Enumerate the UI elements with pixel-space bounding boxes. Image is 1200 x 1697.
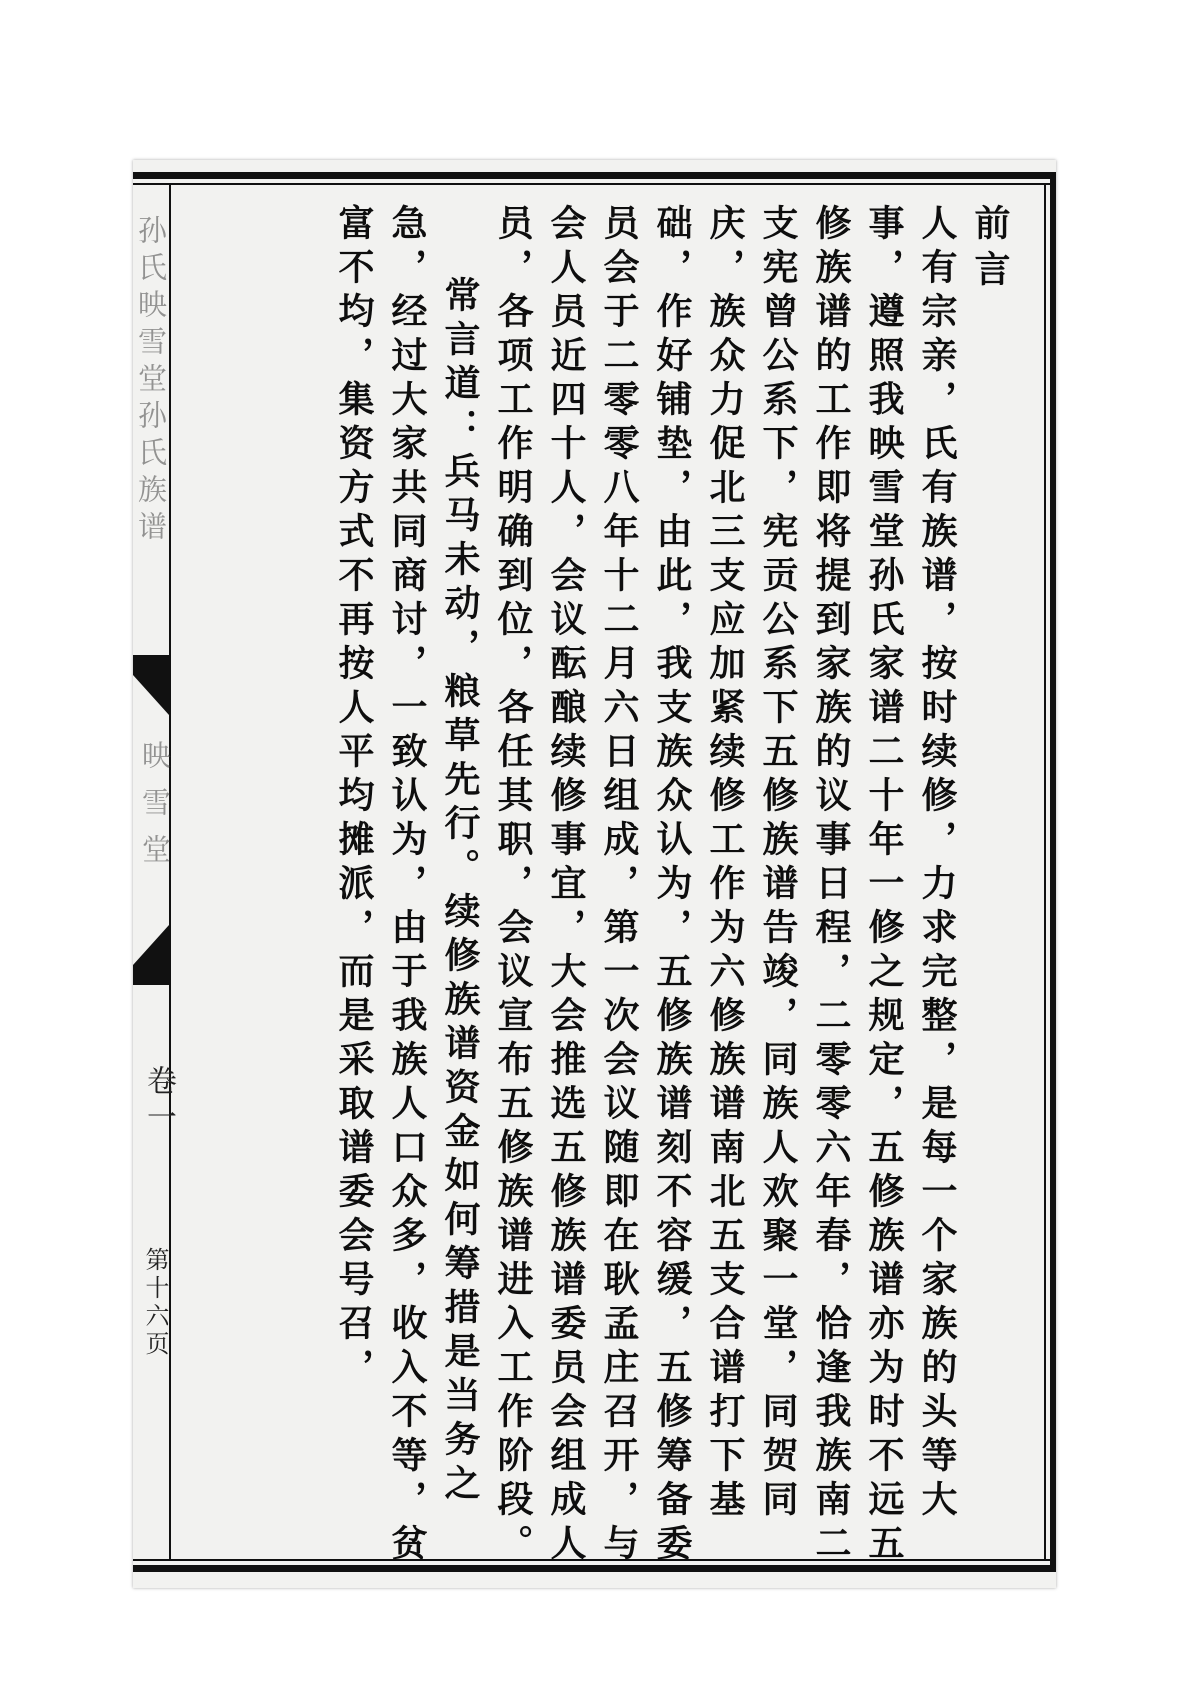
preface-heading: 前言	[969, 204, 1011, 296]
volume-label: 卷一	[141, 1065, 176, 1137]
fishtail-lower-icon	[133, 925, 169, 985]
page-spine	[133, 185, 176, 1559]
spine-hall-name: 映雪堂	[138, 740, 172, 881]
scanned-page	[133, 160, 1056, 1588]
frame-right-border	[1050, 172, 1056, 1572]
paragraph-2: 常言道：兵马未动，粮草先行。续修族谱资金如何筹措是当务之急，经过大家共同商讨，一致认为，由于我族人口众多，收入不等，贫富不均，集资方式不再按人平均摊派，而是采取谱委会号召，	[333, 204, 481, 1568]
preface-body	[225, 204, 1020, 1584]
frame-top-border	[133, 172, 1056, 179]
paragraph-1: 人有宗亲，氏有族谱，按时续修，力求完整，是每一个家族的头等大事，遵照我映雪堂孙氏家谱二十年一修之规定，五修族谱亦为时不远五修族谱的工作即将提到家族的议事日程，二零零六年春，恰逢我族南二支宪曾公系下，宪贡公系下五修族谱告竣，同族人欢聚一堂，同贺同庆，族众力促北三支应加紧续修工作为六修族谱南北五支合谱打下基础，作好铺垫，由此，我支族众认为，五修族谱刻不容缓，五修筹备委员会于二零零八年十二月六日组成，第一次会议随即在耿孟庄召开，与会人员近四十人，会议酝酿续修事宜，大会推选五修族谱委员会组成人员，各项工作明确到位，各任其职，会议宣布五修族谱进入工作阶段。	[492, 204, 958, 1568]
frame-right-inner-border	[1044, 183, 1046, 1561]
spine-book-title: 孙氏映雪堂孙氏族谱	[134, 215, 168, 548]
page-number: 第十六页	[141, 1247, 169, 1359]
frame-top-inner-border	[133, 183, 1056, 185]
fishtail-upper-icon	[133, 655, 169, 715]
